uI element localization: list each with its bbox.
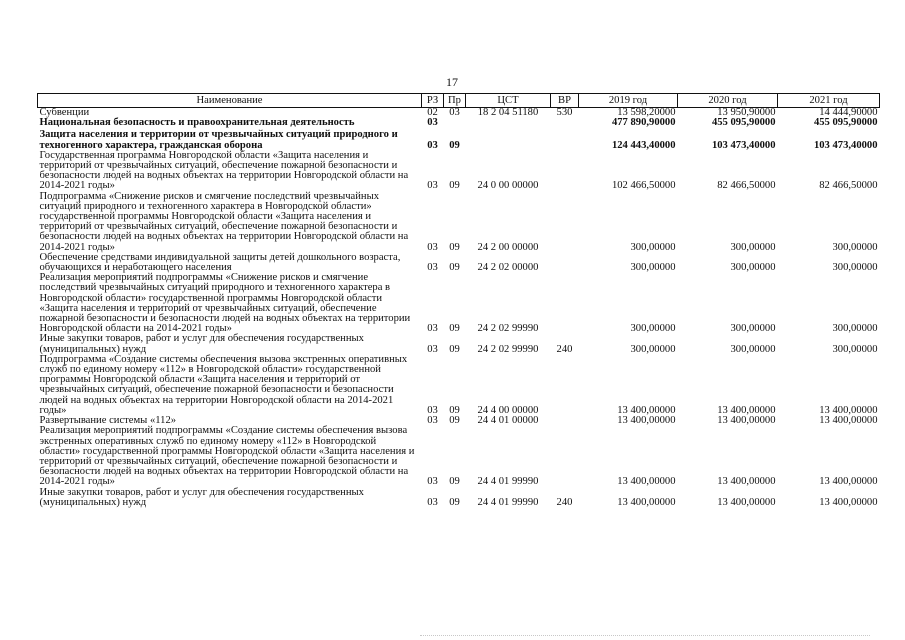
cell-name: Обеспечение средствами индивидуальной защиты детей дошкольного возраста, обучающихся и неработающего населения (39, 251, 401, 274)
header-name: Наименование (38, 94, 422, 108)
cell-rz: 03 (427, 476, 438, 488)
header-vr: ВР (551, 94, 579, 108)
cell-name: Иные закупки товаров, работ и услуг для обеспечения государственных (муниципальных) нужд (39, 486, 364, 508)
cell-name: Иные закупки товаров, работ и услуг для обеспечения государственных (муниципальных) нужд (39, 333, 364, 355)
cell-vr (551, 192, 579, 253)
cell-vr (551, 253, 579, 273)
header-2020: 2020 год (678, 94, 778, 108)
table-row (38, 355, 880, 416)
cell-pr: 09 (449, 476, 460, 488)
cell-2021: 13 400,00000 (819, 415, 878, 427)
budget-table (37, 93, 880, 508)
cell-name: Национальная безопасность и правоохранительная деятельность (39, 117, 355, 129)
cell-cst (466, 128, 551, 150)
cell-cst: 24 2 02 00000 (477, 262, 539, 274)
cell-rz: 03 (427, 496, 438, 508)
page-number: 17 (446, 75, 458, 89)
cell-vr: 530 (556, 107, 573, 118)
cell-name: Реализация мероприятий подпрограммы «Снижение рисков и смягчение последствий чрезвычайных ситуаций природного и техногенного характера в Новгородской области» государственной программы Новгородской области «Защита населения и территорий от чрезвычайных ситуаций, обеспечение пожарной безопасности и безопасности людей на водных объектах на территории Новгородской области на 2014-2021 годы» (39, 272, 411, 335)
table-row (38, 128, 880, 150)
cell-vr (551, 426, 579, 487)
cell-name: Реализация мероприятий подпрограммы «Создание системы обеспечения вызова экстренных оперативных служб по единому номеру «112» в Новгородской области» государственной программы Новгородской области «Защита населения и территорий от чрезвычайных ситуаций, обеспечение пожарной безопасности и безопасности людей на водных объектах на территории Новгородской области на 2014-2021 годы» (39, 425, 415, 488)
cell-2019: 13 400,00000 (617, 404, 676, 416)
cell-cst: 24 4 01 00000 (477, 415, 539, 427)
table-row (38, 426, 880, 487)
cell-vr: 240 (556, 343, 573, 355)
cell-rz: 03 (427, 241, 438, 253)
cell-2019: 300,00000 (630, 262, 676, 274)
table-row (38, 192, 880, 253)
cell-rz: 03 (427, 415, 438, 427)
cell-pr: 09 (449, 241, 460, 253)
cell-pr: 09 (449, 343, 460, 355)
cell-rz: 03 (427, 262, 438, 274)
cell-name: Развертывание системы «112» (39, 415, 177, 427)
cell-name: Субвенции (39, 107, 90, 118)
cell-2021: 300,00000 (832, 262, 878, 274)
cell-pr: 09 (449, 496, 460, 508)
cell-vr (551, 128, 579, 150)
cell-2021: 14 444,90000 (819, 107, 878, 118)
cell-pr: 09 (449, 323, 460, 335)
cell-2021: 300,00000 (832, 241, 878, 253)
cell-2021: 300,00000 (832, 343, 878, 355)
cell-2021: 13 400,00000 (819, 476, 878, 488)
cell-2020: 300,00000 (730, 343, 776, 355)
cell-vr (551, 151, 579, 192)
cell-2019: 13 400,00000 (617, 476, 676, 488)
cell-rz: 03 (427, 139, 438, 151)
cell-cst: 24 4 00 00000 (477, 404, 539, 416)
cell-pr (444, 118, 466, 128)
cell-2019: 13 598,20000 (617, 107, 676, 118)
cell-vr (551, 118, 579, 128)
cell-2019: 13 400,00000 (617, 415, 676, 427)
cell-2020: 13 400,00000 (717, 496, 776, 508)
cell-2021: 82 466,50000 (819, 180, 878, 192)
cell-pr: 09 (449, 262, 460, 274)
table-row (38, 488, 880, 508)
cell-2020: 300,00000 (730, 323, 776, 335)
cell-2019: 300,00000 (630, 241, 676, 253)
cell-vr (551, 355, 579, 416)
cell-2020: 103 473,40000 (711, 139, 776, 151)
cell-vr: 240 (556, 496, 573, 508)
cell-cst: 24 0 00 00000 (477, 180, 539, 192)
cell-rz: 03 (427, 343, 438, 355)
cell-rz: 03 (427, 323, 438, 335)
cell-2020: 455 095,90000 (711, 117, 776, 129)
cell-rz: 03 (427, 180, 438, 192)
scan-artifact-line (420, 635, 870, 636)
cell-2020: 82 466,50000 (717, 180, 776, 192)
header-2021: 2021 год (778, 94, 880, 108)
cell-2020: 300,00000 (730, 241, 776, 253)
header-cst: ЦСТ (466, 94, 551, 108)
cell-2020: 13 950,90000 (717, 107, 776, 118)
cell-name: Подпрограмма «Снижение рисков и смягчение последствий чрезвычайных ситуаций природного и техногенного характера в Новгородской области» государственной программы Новгородской области «Защита населения и территорий от чрезвычайных ситуаций, обеспечение пожарной безопасности и безопасности людей на водных объектах на территории Новгородской области на 2014-2021 годы» (39, 190, 409, 253)
header-pr: Пр (444, 94, 466, 108)
cell-2021: 13 400,00000 (819, 496, 878, 508)
cell-cst (466, 118, 551, 128)
cell-pr: 03 (449, 107, 460, 118)
cell-2021: 455 095,90000 (813, 117, 878, 129)
table-header-row (38, 94, 880, 108)
cell-name: Государственная программа Новгородской области «Защита населения и территорий от чрезвычайных ситуаций, обеспечение пожарной безопасности и безопасности людей на водных объектах на территории Новгородской области на 2014-2021 годы» (39, 149, 409, 192)
cell-2020: 13 400,00000 (717, 404, 776, 416)
cell-2019: 300,00000 (630, 323, 676, 335)
cell-cst: 24 4 01 99990 (477, 496, 539, 508)
cell-2019: 124 443,40000 (611, 139, 676, 151)
cell-pr: 09 (449, 180, 460, 192)
cell-cst: 24 4 01 99990 (477, 476, 539, 488)
cell-rz: 03 (427, 404, 438, 416)
cell-name: Защита населения и территории от чрезвычайных ситуаций природного и техногенного характера, гражданская оборона (39, 129, 398, 151)
cell-2021: 13 400,00000 (819, 404, 878, 416)
cell-rz: 02 (427, 107, 438, 118)
table-body (38, 108, 880, 508)
cell-2019: 13 400,00000 (617, 496, 676, 508)
cell-rz: 03 (427, 117, 438, 129)
cell-2021: 103 473,40000 (813, 139, 878, 151)
cell-cst: 24 2 02 99990 (477, 323, 539, 335)
table-row (38, 334, 880, 354)
cell-2019: 477 890,90000 (611, 117, 676, 129)
cell-2019: 300,00000 (630, 343, 676, 355)
cell-2020: 13 400,00000 (717, 476, 776, 488)
cell-pr: 09 (449, 139, 460, 151)
cell-vr (551, 273, 579, 334)
header-2019: 2019 год (579, 94, 678, 108)
cell-2019: 102 466,50000 (611, 180, 676, 192)
cell-2021: 300,00000 (832, 323, 878, 335)
cell-cst: 24 2 02 99990 (477, 343, 539, 355)
header-rz: РЗ (422, 94, 444, 108)
cell-pr: 09 (449, 415, 460, 427)
table-row (38, 273, 880, 334)
cell-pr: 09 (449, 404, 460, 416)
cell-vr (551, 416, 579, 426)
table-row (38, 253, 880, 273)
cell-2020: 13 400,00000 (717, 415, 776, 427)
cell-name: Подпрограмма «Создание системы обеспечения вызова экстренных оперативных служб по единому номеру «112» в Новгородской области» государственной программы Новгородской области «Защита населения и территорий от чрезвычайных ситуаций, обеспечение пожарной безопасности и безопасности людей на водных объектах на территории Новгородской области на 2014-2021 годы» (39, 353, 408, 416)
cell-cst: 24 2 00 00000 (477, 241, 539, 253)
cell-2020: 300,00000 (730, 262, 776, 274)
table-row (38, 151, 880, 192)
table-row (38, 118, 880, 128)
cell-cst: 18 2 04 51180 (477, 107, 539, 118)
